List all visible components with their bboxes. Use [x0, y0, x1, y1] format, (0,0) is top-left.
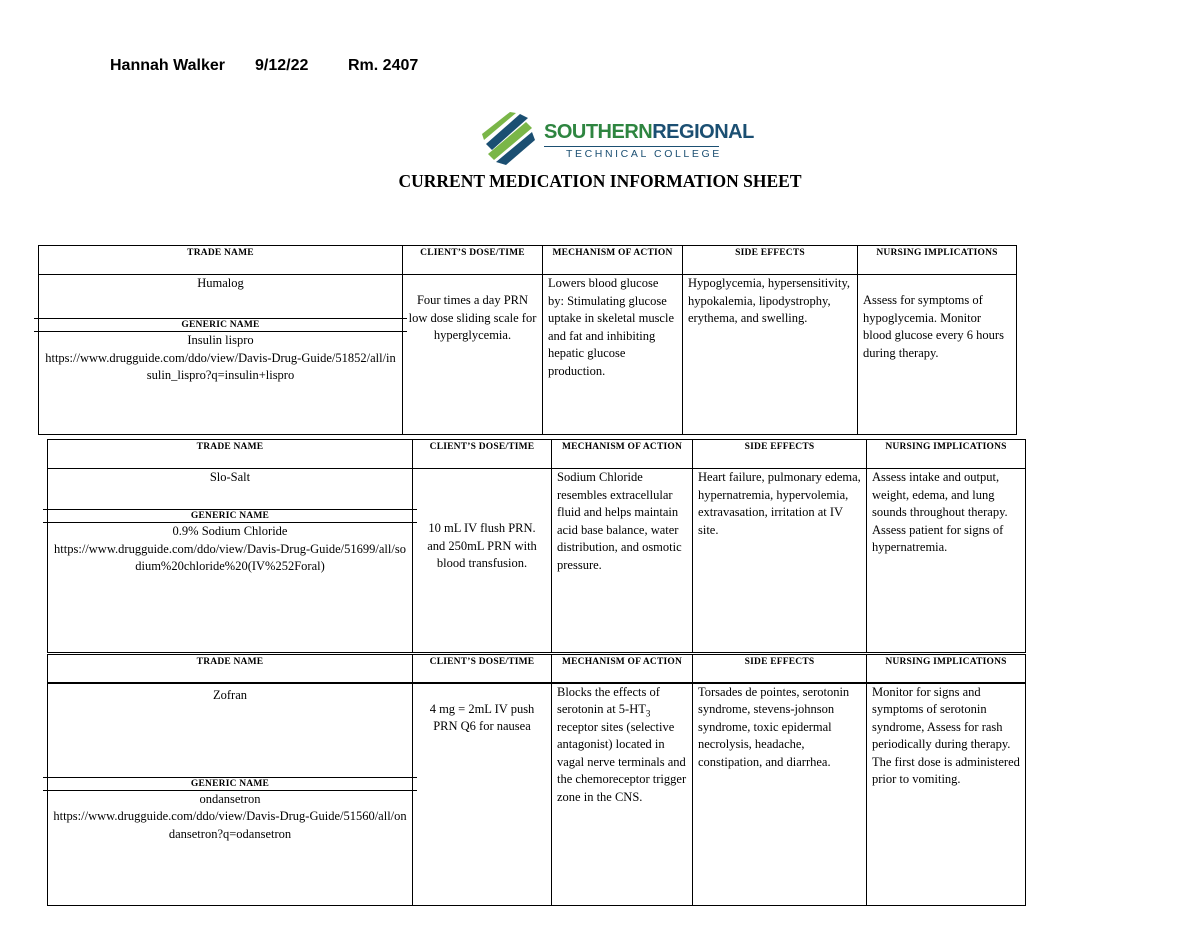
room-number: Rm. 2407 — [348, 57, 419, 74]
col-nursing: NURSING IMPLICATIONS — [867, 440, 1026, 469]
generic-name-value: 0.9% Sodium Chloride — [172, 524, 288, 538]
side-effects-value: Torsades de pointes, serotonin syndrome, stevens-johnson syndrome, toxic epidermal necrolysis, headache, constipation, and diarrhea. — [693, 683, 867, 906]
student-name: Hannah Walker — [110, 57, 225, 74]
college-logo-icon — [480, 110, 540, 166]
drug-guide-link[interactable]: https://www.drugguide.com/ddo/view/Davis-Drug-Guide/51699/all/sodium%20chloride%20(IV%252Foral) — [54, 541, 406, 573]
col-side-effects: SIDE EFFECTS — [693, 440, 867, 469]
col-dose-time: CLIENT’S DOSE/TIME — [403, 246, 543, 275]
college-logo — [480, 110, 754, 166]
mechanism-value: Sodium Chloride resembles extracellular fluid and helps maintain acid base balance, water distribution, and osmotic pressure. — [552, 469, 693, 653]
trade-generic-cell — [48, 469, 413, 653]
page-title: CURRENT MEDICATION INFORMATION SHEET — [398, 171, 802, 191]
table-row — [48, 683, 1026, 906]
nursing-value: Assess intake and output, weight, edema, and lung sounds throughout therapy. Assess patient for signs of hypernatremia. — [867, 469, 1026, 653]
dose-time-value: 4 mg = 2mL IV push PRN Q6 for nausea — [413, 683, 552, 906]
side-effects-value: Heart failure, pulmonary edema, hypernatremia, hypervolemia, extravasation, irritation at IV site. — [693, 469, 867, 653]
side-effects-value: Hypoglycemia, hypersensitivity, hypokalemia, lipodystrophy, erythema, and swelling. — [683, 275, 858, 435]
col-nursing: NURSING IMPLICATIONS — [867, 655, 1026, 683]
trade-name-value: Slo-Salt — [209, 470, 251, 484]
medication-table-slo-salt — [47, 439, 1026, 653]
col-dose-time: CLIENT’S DOSE/TIME — [413, 655, 552, 683]
col-dose-time: CLIENT’S DOSE/TIME — [413, 440, 552, 469]
col-side-effects: SIDE EFFECTS — [683, 246, 858, 275]
col-mechanism: MECHANISM OF ACTION — [552, 655, 693, 683]
dose-time-value: Four times a day PRN low dose sliding scale for hyperglycemia. — [403, 275, 543, 435]
dose-time-value: 10 mL IV flush PRN. and 250mL PRN with blood transfusion. — [413, 469, 552, 653]
col-trade-name: TRADE NAME — [48, 655, 413, 683]
trade-name-value: Zofran — [212, 687, 247, 702]
drug-guide-link[interactable]: https://www.drugguide.com/ddo/view/Davis-Drug-Guide/51560/all/ondansetron?q=odansetron — [53, 809, 407, 841]
nursing-value: Monitor for signs and symptoms of serotonin syndrome, Assess for rash periodically during therapy. The first dose is administered prior to vomiting. — [867, 683, 1026, 906]
medication-table-zofran — [47, 654, 1026, 906]
col-side-effects: SIDE EFFECTS — [693, 655, 867, 683]
generic-name-value: ondansetron — [199, 791, 261, 806]
generic-name-label: GENERIC NAME — [34, 318, 407, 332]
col-mechanism: MECHANISM OF ACTION — [552, 440, 693, 469]
mechanism-value: Lowers blood glucose by: Stimulating glucose uptake in skeletal muscle and fat and inhibiting hepatic glucose production. — [543, 275, 683, 435]
col-trade-name: TRADE NAME — [39, 246, 403, 275]
col-nursing: NURSING IMPLICATIONS — [858, 246, 1017, 275]
col-mechanism: MECHANISM OF ACTION — [543, 246, 683, 275]
medication-table-humalog — [38, 245, 1017, 435]
table-row — [48, 469, 1026, 653]
trade-generic-cell — [39, 275, 403, 435]
generic-name-label: GENERIC NAME — [43, 777, 417, 791]
generic-name-value: Insulin lispro — [187, 333, 254, 347]
nursing-value: Assess for symptoms of hypoglycemia. Monitor blood glucose every 6 hours during therapy. — [858, 275, 1017, 435]
trade-generic-cell — [48, 683, 413, 906]
logo-brand: SOUTHERNREGIONAL — [544, 121, 754, 143]
col-trade-name: TRADE NAME — [48, 440, 413, 469]
table-row — [39, 275, 1017, 435]
sheet-date: 9/12/22 — [255, 57, 309, 74]
mechanism-value: Blocks the effects of serotonin at $5-HT_3$ receptor sites (selective antagonist) located in vagal nerve terminals and the chemoreceptor trigger zone in the CNS. — [552, 683, 693, 906]
logo-subtitle: TECHNICAL COLLEGE — [566, 148, 722, 160]
trade-name-value: Humalog — [197, 276, 244, 290]
drug-guide-link[interactable]: https://www.drugguide.com/ddo/view/Davis-Drug-Guide/51852/all/insulin_lispro?q=insulin+lispro — [45, 350, 396, 382]
generic-name-label: GENERIC NAME — [43, 509, 417, 523]
